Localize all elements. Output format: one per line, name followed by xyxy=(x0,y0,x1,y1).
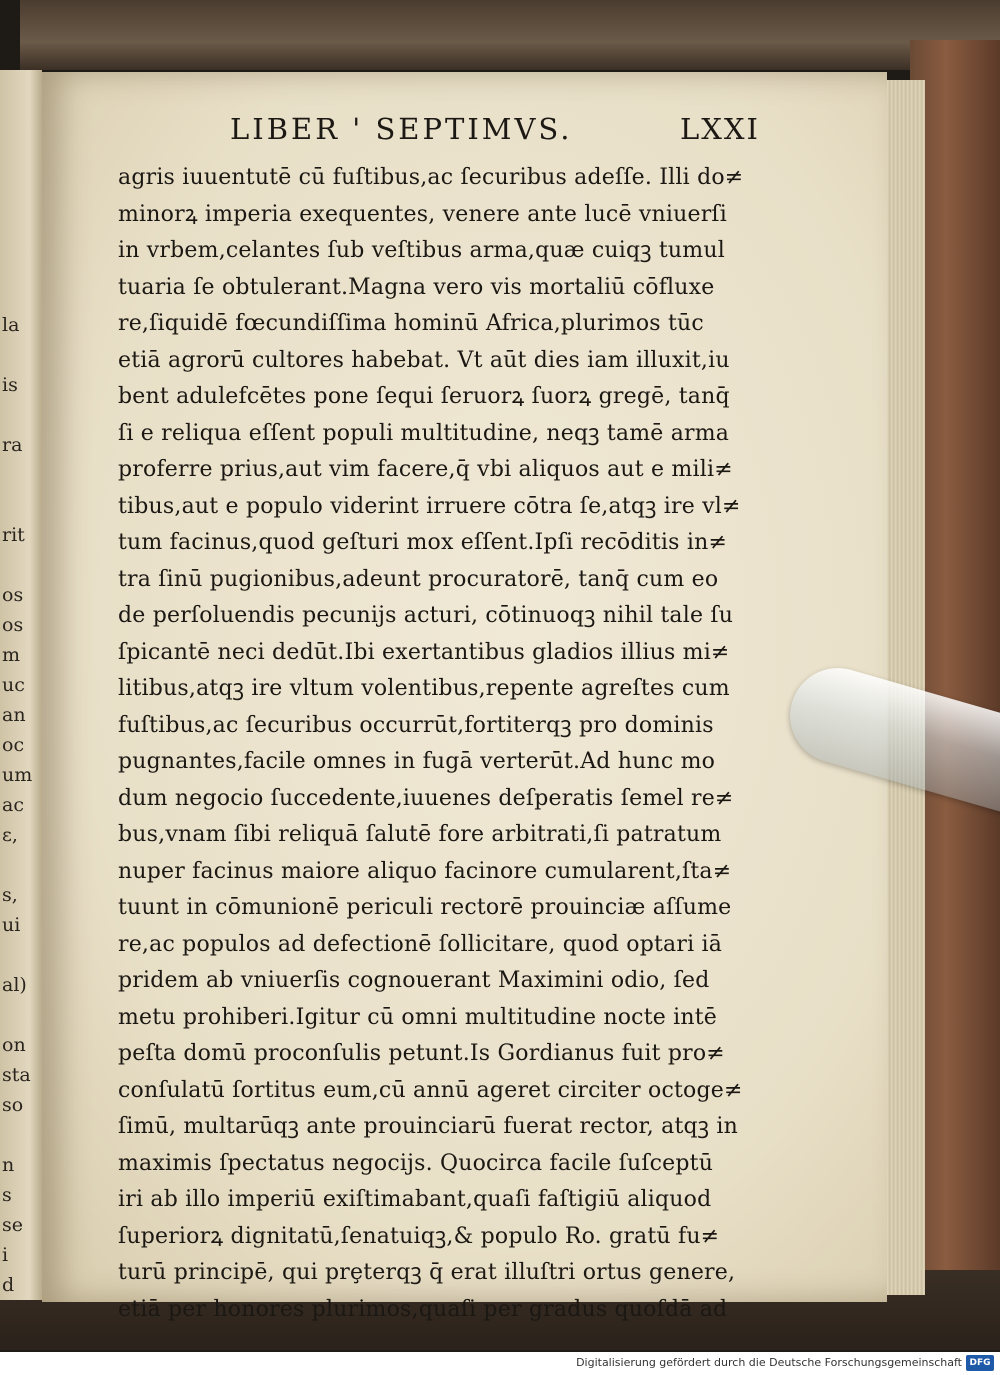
text-line: iri ab illo imperiū exiſtimabant,quaſi faſtigiū aliquod xyxy=(118,1187,712,1212)
text-line: ſimū, multarūqꝫ ante prouinciarū fuerat rector, atqꝫ in xyxy=(118,1114,739,1139)
text-line: etiā agrorū cultores habebat. Vt aūt dies iam illuxit,iu xyxy=(118,347,730,373)
text-line: peſta domū proconſulis petunt.Is Gordianus fuit pro≠ xyxy=(118,1041,725,1066)
text-line: maximis ſpectatus negocijs. Quocirca facile ſuſceptū xyxy=(118,1150,714,1176)
text-line: ſi e reliqua eſſent populi multitudine, neqꝫ tamē arma xyxy=(118,420,730,446)
book-cover-top xyxy=(20,0,1000,70)
folio-number: LXXI xyxy=(679,112,760,146)
footer-credit: Digitalisierung gefördert durch die Deutsche Forschungsgemeinschaft xyxy=(576,1356,962,1369)
text-line: conſulatū ſortitus eum,cū annū ageret circiter octoge≠ xyxy=(118,1077,743,1103)
text-line: bent adulefcētes pone ſequi ſeruorꝝ ſuorꝝ gregē, tanq̄ xyxy=(118,384,730,409)
text-line: ſpicantē neci dedūt.Ibi exertantibus gladios illius mi≠ xyxy=(118,639,730,665)
text-line: re,ac populos ad defectionē ſollicitare, quod optari iā xyxy=(118,931,723,957)
text-line: dum negocio ſuccedente,iuuenes deſperatis ſemel re≠ xyxy=(118,785,734,811)
text-line: tra ſinū pugionibus,adeunt procuratorē, tanq̄ cum eo xyxy=(118,566,719,592)
text-line: de perſoluendis pecunijs acturi, cōtinuoqꝫ nihil tale ſu xyxy=(118,603,734,628)
left-page-fragments: la is ra rit os os m uc an oc um ac ε, s, ui al) on sta so n s se i d xyxy=(2,314,33,1296)
text-line: litibus,atqꝫ ire vltum volentibus,repente agreſtes cum xyxy=(118,676,730,701)
text-line: etiā per honores plurimos,quaſi per gradus quoſdā ad xyxy=(118,1296,728,1322)
text-line: tuunt in cōmunionē periculi rectorē prouinciæ aſſume xyxy=(118,895,732,920)
text-line: ſuperiorꝝ dignitatū,ſenatuiqꝫ,& populo Ro. gratū fu≠ xyxy=(118,1223,720,1249)
text-line: turū principē, qui prȩterqꝫ q̄ erat illuſtri ortus genere, xyxy=(118,1260,736,1285)
dfg-logo-icon: DFG xyxy=(966,1355,994,1371)
text-line: fuſtibus,ac ſecuribus occurrūt,fortiterqꝫ pro dominis xyxy=(118,712,714,738)
text-line: tibus,aut e populo viderint irruere cōtra ſe,atqꝫ ire vl≠ xyxy=(118,493,741,519)
page-header xyxy=(230,112,760,156)
text-line: tum facinus,quod geſturi mox eſſent.Ipſi recōditis in≠ xyxy=(118,530,728,555)
text-line: pridem ab vniuerſis cognouerant Maximini odio, ſed xyxy=(118,968,710,993)
text-line: agris iuuentutē cū fuſtibus,ac ſecuribus adeſſe. Illi do≠ xyxy=(118,165,744,190)
body-text xyxy=(118,160,758,1328)
text-line: nuper facinus maiore aliquo facinore cumularent,ſta≠ xyxy=(118,858,732,884)
text-line: in vrbem,celantes ſub veſtibus arma,quæ cuiqꝫ tumul xyxy=(118,238,725,263)
text-line: pugnantes,facile omnes in fugā verterūt.Ad hunc mo xyxy=(118,749,716,774)
text-line: bus,vnam ſibi reliquā ſalutē fore arbitrati,ſi patratum xyxy=(118,822,722,847)
text-line: tuaria ſe obtulerant.Magna vero vis mortaliū cōfluxe xyxy=(118,274,715,300)
text-line: metu prohiberi.Igitur cū omni multitudine nocte intē xyxy=(118,1004,718,1030)
text-line: minorꝝ imperia exequentes, venere ante lucē vniuerſi xyxy=(118,201,727,227)
text-line: proferre prius,aut vim facere,q̄ vbi aliquos aut e mili≠ xyxy=(118,457,733,482)
running-title: LIBER ' SEPTIMVS. xyxy=(230,112,573,146)
left-facing-page xyxy=(0,70,42,1300)
footer-bar xyxy=(0,1352,1000,1375)
text-line: re,ſiquidē fœcundiſſima hominū Africa,plurimos tūc xyxy=(118,311,704,336)
